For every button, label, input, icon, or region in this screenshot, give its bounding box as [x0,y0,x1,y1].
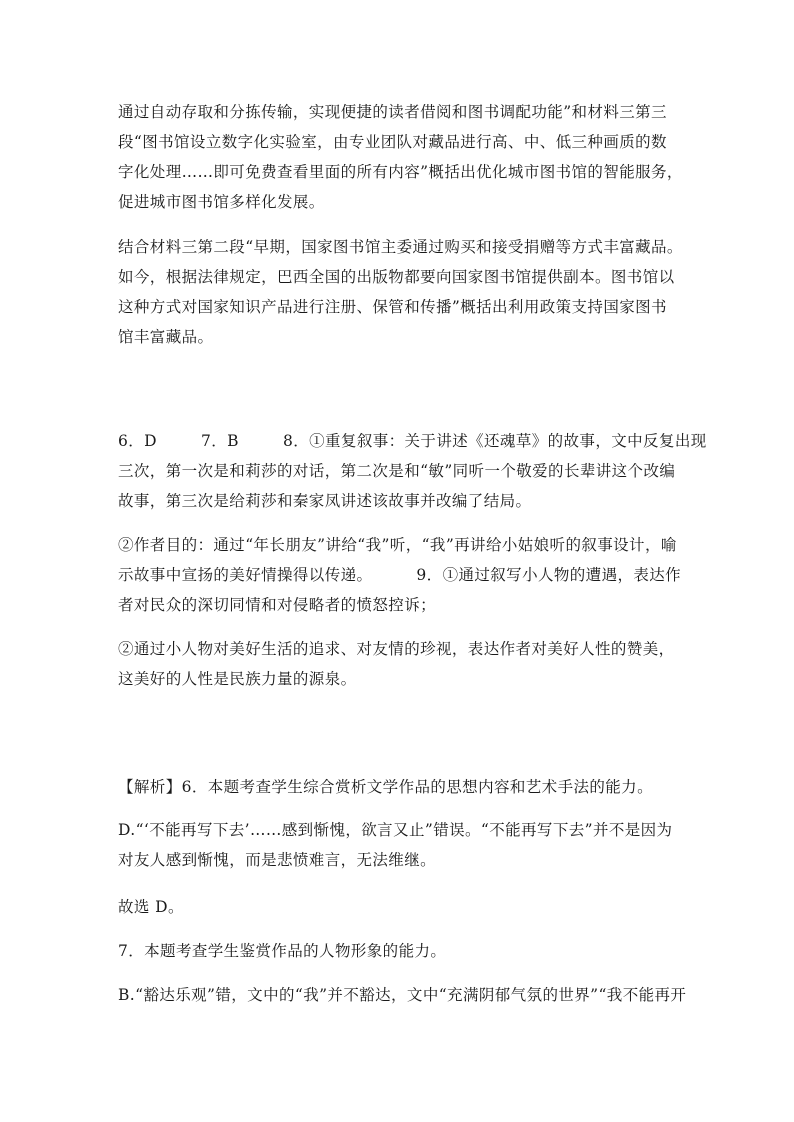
text-line [118,426,707,456]
text-line: 馆丰富藏品。 [118,328,214,346]
paragraph-analysis-b [118,980,698,1010]
text-line: 7．本题考查学生鉴赏作品的人物形象的能力。 [118,942,447,960]
paragraph-policy-support [118,232,698,352]
paragraph-choose-d [118,892,698,922]
answer-6: 6．D [118,432,157,450]
text-line: 如今，根据法律规定，巴西全国的出版物都要向国家图书馆提供副本。图书馆以 [118,268,675,286]
paragraph-human-nature [118,634,698,694]
text-line: 故选 D。 [118,898,184,916]
text-line: 三次，第一次是和莉莎的对话，第二次是和“敏”同听一个敬爱的长辈讲这个改编 [118,462,676,480]
text-line: D.“‘不能再写下去’……感到惭愧，欲言又止”错误。“不能再写下去”并不是因为 [118,821,673,839]
text-line [118,560,698,590]
answer-9: 9．①通过叙写小人物的遭遇，表达作 [416,566,682,584]
text-line: 这美好的人性是民族力量的源泉。 [118,670,357,688]
text-line: 字化处理……即可免费查看里面的所有内容”概括出优化城市图书馆的智能服务， [118,163,683,181]
paragraph-analysis-d [118,815,698,875]
text-line: ②作者目的：通过“年长朋友”讲给“我”听，“我”再讲给小姑娘听的叙事设计，喻 [118,536,677,554]
text-line: 促进城市图书馆多样化发展。 [118,193,325,211]
paragraph-analysis-intro [118,772,698,802]
text-line: 段“图书馆设立数字化实验室，由专业团队对藏品进行高、中、低三种画质的数 [118,133,667,151]
text-line: 结合材料三第二段“早期，国家图书馆主委通过购买和接受捐赠等方式丰富藏品。 [118,238,683,256]
answer-8: 8．①重复叙事：关于讲述《还魂草》的故事，文中反复出现 [282,432,707,450]
paragraph-question-7 [118,936,698,966]
paragraph-smart-service [118,97,698,217]
text-line: B.“豁达乐观”错，文中的“我”并不豁达，文中“充满阴郁气氛的世界”“我不能再开 [118,986,687,1004]
answer-7: 7．B [201,432,239,450]
text-line: ②通过小人物对美好生活的追求、对友情的珍视，表达作者对美好人性的赞美， [118,640,675,658]
text-line: 这种方式对国家知识产品进行注册、保管和传播”概括出利用政策支持国家图书 [118,298,667,316]
text-line: 者对民众的深切同情和对侵略者的愤怒控诉； [118,596,437,614]
text-line: 对友人感到惭愧，而是悲愤难言，无法维继。 [118,851,437,869]
paragraph-answers [118,426,707,516]
text-segment: 示故事中宣扬的美好情操得以传递。 [118,566,373,584]
paragraph-author-purpose [118,530,698,620]
text-line: 通过自动存取和分拣传输，实现便捷的读者借阅和图书调配功能”和材料三第三 [118,103,667,121]
text-line: 故事，第三次是给莉莎和秦家凤讲述该故事并改编了结局。 [118,492,532,510]
text-line: 【解析】6．本题考查学生综合赏析文学作品的思想内容和艺术手法的能力。 [118,778,653,796]
